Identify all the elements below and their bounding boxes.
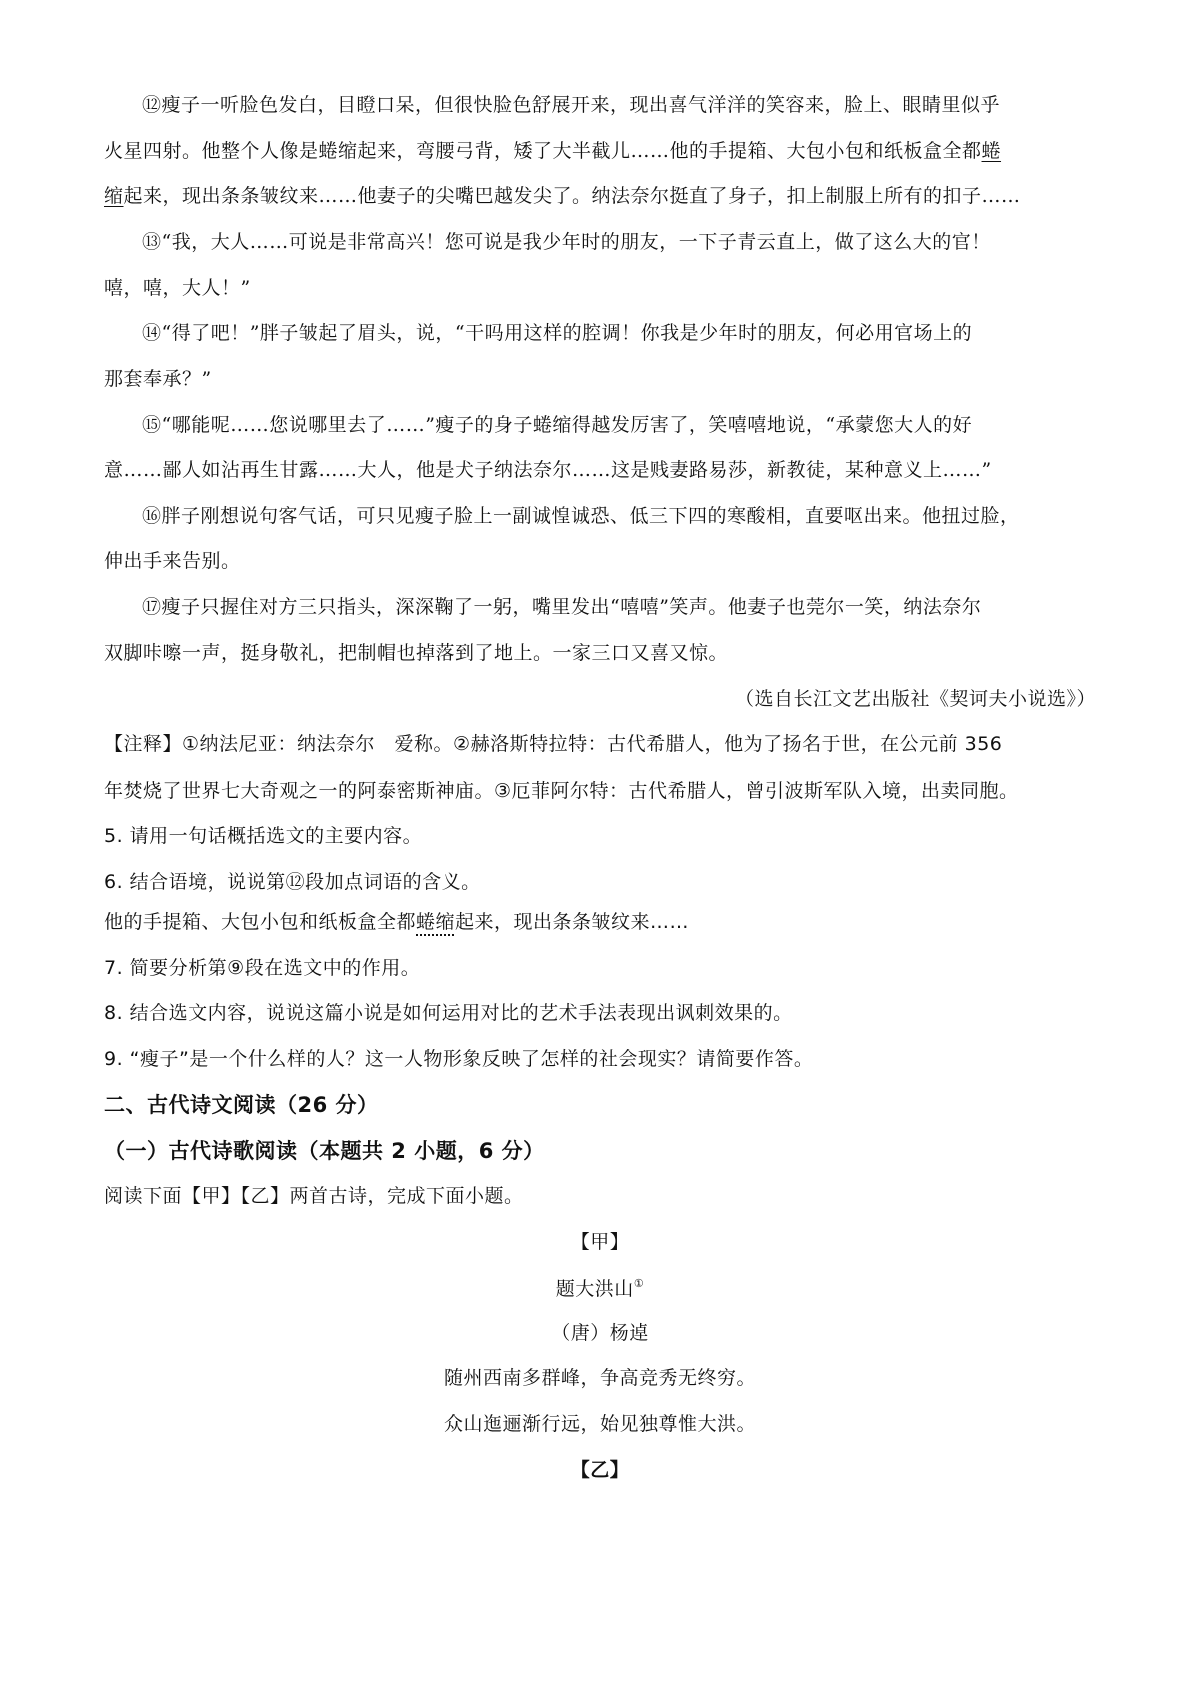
underlined-char: 缩 <box>104 185 124 207</box>
paragraph-12-line-1: ⑫瘦子一听脸色发白，目瞪口呆，但很快脸色舒展开来，现出喜气洋洋的笑容来，脸上、眼睛里似乎 <box>142 94 1001 116</box>
question-6-quote <box>104 913 689 932</box>
sub-section-heading: （一）古代诗歌阅读（本题共 2 小题，6 分） <box>104 1139 545 1163</box>
poem-title-text: 题大洪山 <box>555 1278 634 1300</box>
paragraph-15-line-1: ⑮“哪能呢……您说哪里去了……”瘦子的身子蜷缩得越发厉害了，笑嘻嘻地说，“承蒙您大人的好 <box>142 414 973 436</box>
notes-line-1: 【注释】①纳法尼亚：纳法奈尔 爱称。②赫洛斯特拉特：古代希腊人，他为了扬名于世，在公元前 356 <box>104 733 1003 755</box>
question-9: 9. “瘦子”是一个什么样的人？这一人物形象反映了怎样的社会现实？请简要作答。 <box>104 1048 814 1070</box>
poem-jia-author: （唐）杨逴 <box>551 1322 649 1344</box>
underlined-char: 蜷 <box>981 140 1002 162</box>
paragraph-16-line-1: ⑯胖子刚想说句客气话，可只见瘦子脸上一副诚惶诚恐、低三下四的寒酸相，直要呕出来。他扭过脸， <box>142 505 1020 527</box>
quote-text-end: 起来，现出条条皱纹来…… <box>455 911 690 933</box>
paragraph-13-line-2: 嘻，嘻，大人！” <box>104 277 251 299</box>
paragraph-16-line-2: 伸出手来告别。 <box>104 550 241 572</box>
paragraph-17-line-1: ⑰瘦子只握住对方三只指头，深深鞠了一躬，嘴里发出“嘻嘻”笑声。他妻子也莞尔一笑，纳法奈尔 <box>142 596 982 618</box>
question-6: 6. 结合语境，说说第⑫段加点词语的含义。 <box>104 871 481 893</box>
paragraph-12-line-2-text: 火星四射。他整个人像是蜷缩起来，弯腰弓背，矮了大半截儿……他的手提箱、大包小包和纸板盒全都 <box>104 140 982 162</box>
paragraph-14-line-1: ⑭“得了吧！”胖子皱起了眉头，说，“干吗用这样的腔调！你我是少年时的朋友，何必用官场上的 <box>142 322 973 344</box>
source-citation: （选自长江文艺出版社《契诃夫小说选》） <box>734 688 1096 710</box>
notes-line-2: 年焚烧了世界七大奇观之一的阿泰密斯神庙。③厄菲阿尔特：古代希腊人，曾引波斯军队入境，出卖同胞。 <box>104 780 1019 802</box>
poem-jia-label: 【甲】 <box>570 1231 630 1253</box>
poem-jia-title <box>0 1278 1200 1299</box>
paragraph-15-line-2: 意……鄙人如沾再生甘露……大人，他是犬子纳法奈尔……这是贱妻路易莎，新教徒，某种意义上……” <box>104 459 992 481</box>
section-heading: 二、古代诗文阅读（26 分） <box>104 1093 379 1117</box>
paragraph-12-line-3 <box>104 187 1021 206</box>
question-5: 5. 请用一句话概括选文的主要内容。 <box>104 825 423 847</box>
paragraph-14-line-2: 那套奉承？” <box>104 368 212 390</box>
question-8: 8. 结合选文内容，说说这篇小说是如何运用对比的艺术手法表现出讽刺效果的。 <box>104 1002 793 1024</box>
paragraph-12-line-2 <box>104 142 1001 161</box>
quote-text: 他的手提箱、大包小包和纸板盒全都 <box>104 911 417 933</box>
poem-yi-label: 【乙】 <box>570 1459 630 1481</box>
paragraph-17-line-2: 双脚咔嚓一声，挺身敬礼，把制帽也掉落到了地上。一家三口又喜又惊。 <box>104 642 729 664</box>
section-instruction: 阅读下面【甲】【乙】两首古诗，完成下面小题。 <box>104 1185 524 1207</box>
question-7: 7. 简要分析第⑨段在选文中的作用。 <box>104 957 421 979</box>
footnote-marker: ① <box>633 1277 645 1290</box>
dotted-word: 蜷缩 <box>416 911 456 933</box>
paragraph-13-line-1: ⑬“我，大人……可说是非常高兴！您可说是我少年时的朋友，一下子青云直上，做了这么大的官！ <box>142 231 991 253</box>
poem-jia-line-2: 众山迤逦渐行远，始见独尊惟大洪。 <box>443 1413 756 1435</box>
paragraph-12-line-3-text: 起来，现出条条皱纹来……他妻子的尖嘴巴越发尖了。纳法奈尔挺直了身子，扣上制服上所有的扣子…… <box>123 185 1021 207</box>
poem-jia-line-1: 随州西南多群峰，争高竞秀无终穷。 <box>443 1367 756 1389</box>
